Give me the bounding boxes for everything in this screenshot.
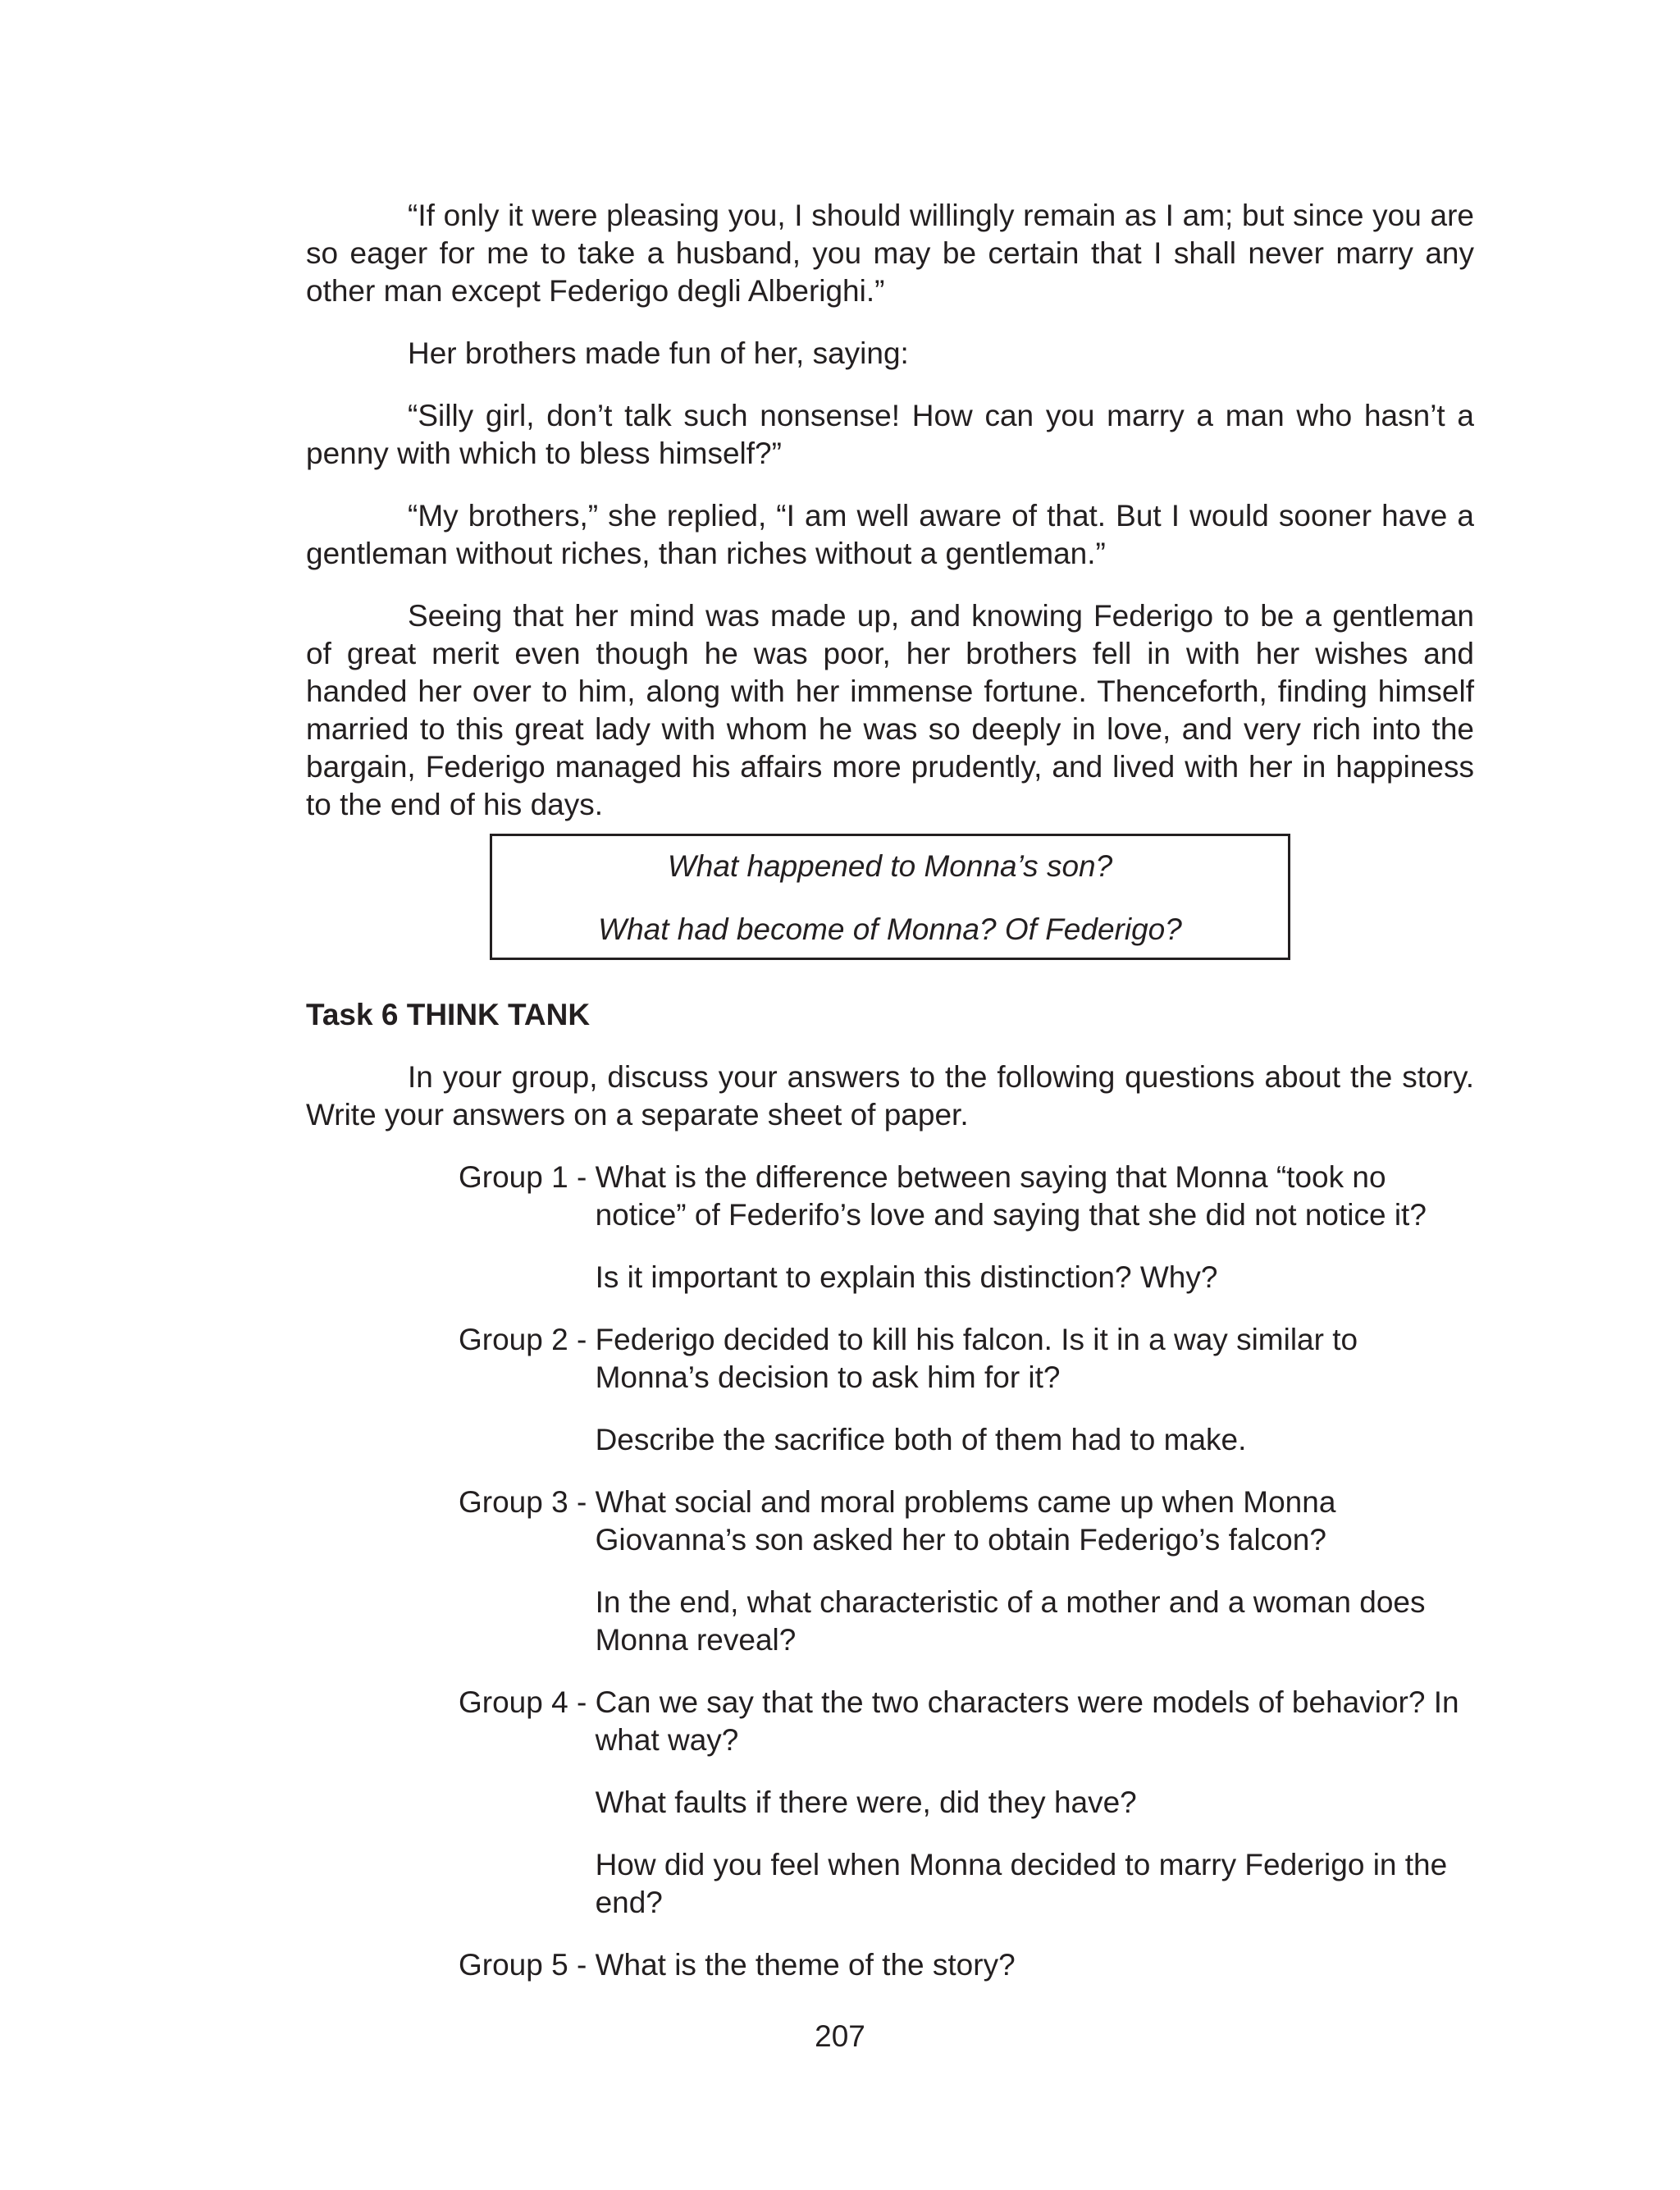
paragraph-silly-girl: “Silly girl, don’t talk such nonsense! How can you marry a man who hasn’t a penny with which to bless himself?” <box>306 399 1474 470</box>
task-intro: In your group, discuss your answers to the following questions about the story. Write your answers on a separate sheet of paper. <box>306 1060 1474 1132</box>
question-monna-son: What happened to Monna’s son? <box>667 849 1113 883</box>
comprehension-question-box <box>490 834 1290 960</box>
task-heading: Task 6 THINK TANK <box>306 998 591 1031</box>
group-4-questions <box>596 1684 1459 1922</box>
group-1-label: Group 1 - <box>459 1160 596 1194</box>
group-4-label: Group 4 - <box>459 1685 596 1719</box>
group-2-label: Group 2 - <box>459 1323 596 1356</box>
group-2-question-1: Federigo decided to kill his falcon. Is it in a way similar to Monna’s decision to ask him for it? <box>595 1323 1358 1394</box>
group-2-item <box>459 1321 1459 1459</box>
group-3-question-1: What social and moral problems came up when Monna Giovanna’s son asked her to obtain Federigo’s falcon? <box>595 1485 1336 1557</box>
group-1-question-2: Is it important to explain this distinction? Why? <box>595 1260 1218 1294</box>
group-1-question-1: What is the difference between saying that Monna “took no notice” of Federifo’s love and saying that she did not notice it? <box>595 1160 1427 1232</box>
group-1-questions <box>596 1159 1459 1296</box>
paragraph-monna-reply: “If only it were pleasing you, I should willingly remain as I am; but since you are so eager for me to take a husband, you may be certain that I shall never marry any other man except Federigo degli Alberighi.” <box>306 199 1474 308</box>
group-3-question-2: In the end, what characteristic of a mother and a woman does Monna reveal? <box>595 1585 1426 1657</box>
group-4-question-2: What faults if there were, did they have? <box>595 1785 1137 1819</box>
group-3-questions <box>596 1484 1459 1659</box>
group-2-question-2: Describe the sacrifice both of them had to make. <box>595 1423 1247 1456</box>
group-3-item <box>459 1484 1459 1659</box>
group-5-item <box>459 1946 1459 1984</box>
paragraph-ending: Seeing that her mind was made up, and knowing Federigo to be a gentleman of great merit even though he was poor, her brothers fell in with her wishes and handed her over to him, along with her immense fortune. Thenceforth, finding himself married to this great lady with whom he was so deeply in love, and very rich into the bargain, Federigo managed his affairs more prudently, and lived with her in happiness to the end of his days. <box>306 599 1474 821</box>
group-5-question-1: What is the theme of the story? <box>595 1948 1016 1982</box>
group-question-list <box>459 1159 1459 1984</box>
paragraph-my-brothers: “My brothers,” she replied, “I am well aware of that. But I would sooner have a gentleman without riches, than riches without a gentleman.” <box>306 499 1474 570</box>
group-4-question-1: Can we say that the two characters were models of behavior? In what way? <box>595 1685 1459 1757</box>
group-4-question-3: How did you feel when Monna decided to marry Federigo in the end? <box>595 1848 1448 1919</box>
group-5-label: Group 5 - <box>459 1948 596 1982</box>
paragraph-brothers-mock: Her brothers made fun of her, saying: <box>408 336 909 370</box>
group-1-item <box>459 1159 1459 1296</box>
group-4-item <box>459 1684 1459 1922</box>
group-5-questions <box>596 1946 1459 1984</box>
group-3-label: Group 3 - <box>459 1485 596 1519</box>
document-page <box>306 197 1474 2009</box>
group-2-questions <box>596 1321 1459 1459</box>
page-number: 207 <box>815 2019 865 2053</box>
question-monna-federigo: What had become of Monna? Of Federigo? <box>598 912 1182 946</box>
